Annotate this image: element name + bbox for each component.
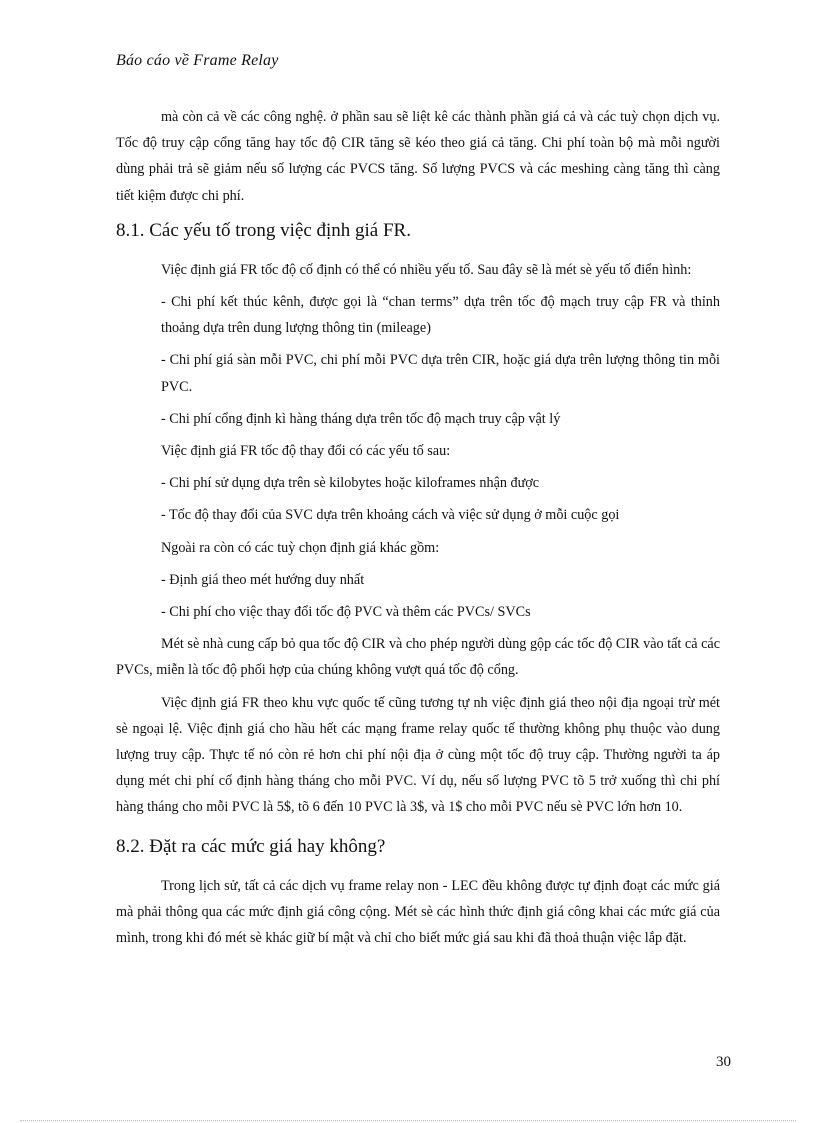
variable-pricing-item-1: - Chi phí sử dụng dựa trên sè kilobytes hoặc kiloframes nhận được	[161, 475, 540, 492]
variable-pricing-intro: Việc định giá FR tốc độ thay đổi có các yếu tố sau:	[161, 443, 451, 460]
intro-paragraph: mà còn cả về các công nghệ. ở phần sau sẽ liệt kê các thành phần giá cả và các tuỳ chọn dịch vụ. Tốc độ truy cập cổng tăng hay tốc độ CIR tăng sẽ kéo theo giá cả tăng. Chi phí toàn bộ mà mỗi người dùng phải trả sẽ giảm nếu số lượng các PVCS tăng. Số lượng PVCS và các meshing càng tăng thì càng tiết kiệm được chi phí.	[116, 109, 720, 204]
fixed-pricing-item-1: - Chi phí kết thúc kênh, được gọi là “chan terms” dựa trên tốc độ mạch truy cập FR và thỉnh thoảng dựa trên dung lượng thông tin (mileage)	[161, 294, 720, 337]
fixed-pricing-item-2: - Chi phí giá sàn mỗi PVC, chi phí mỗi PVC dựa trên CIR, hoặc giá dựa trên lượng thông tin mỗi PVC.	[161, 352, 720, 395]
fixed-pricing-intro: Việc định giá FR tốc độ cố định có thể có nhiều yếu tố. Sau đây sẽ là mét sè yếu tố điển hình:	[161, 261, 692, 278]
fixed-pricing-item-3: - Chi phí cổng định kì hàng tháng dựa trên tốc độ mạch truy cập vật lý	[161, 410, 561, 427]
cir-paragraph: Mét sè nhà cung cấp bỏ qua tốc độ CIR và cho phép người dùng gộp các tốc độ CIR vào tất cả các PVCs, miễn là tốc độ phối hợp của chúng không vượt quá tốc độ cổng.	[116, 636, 720, 679]
tariff-paragraph: Trong lịch sử, tất cả các dịch vụ frame relay non - LEC đều không được tự định đoạt các mức giá mà phải thông qua các mức định giá công cộng. Mét sè các hình thức định giá công khai các mức giá của mình, trong khi đó mét sè khác giữ bí mật và chỉ cho biết mức giá sau khi đã thoả thuận việc lắp đặt.	[116, 877, 720, 947]
section-heading-8-2: 8.2. Đặt ra các mức giá hay không?	[116, 835, 386, 857]
other-pricing-item-1: - Định giá theo mét hướng duy nhất	[161, 571, 365, 588]
section-heading-8-1: 8.1. Các yếu tố trong việc định giá FR.	[116, 219, 411, 241]
international-paragraph: Việc định giá FR theo khu vực quốc tế cũng tương tự nh việc định giá theo nội địa ngoại trừ mét sè ngoại lệ. Việc định giá cho hầu hết các mạng frame relay quốc tế thường không phụ thuộc vào dung lượng truy cập. Thực tế nó còn rẻ hơn chi phí nội địa ở cùng một tốc độ truy cập. Thường người ta áp dụng mét chi phí cố định hàng tháng cho mỗi PVC. Ví dụ, nếu số lượng PVC tõ 5 trở xuống thì chi phí hàng tháng cho mỗi PVC là 5$, tõ 6 đến 10 PVC là 3$, và 1$ cho mỗi PVC nếu sè PVC lớn hơn 10.	[116, 694, 720, 816]
other-pricing-intro: Ngoài ra còn có các tuỳ chọn định giá khác gồm:	[161, 539, 440, 556]
other-pricing-item-2: - Chi phí cho việc thay đổi tốc độ PVC và thêm các PVCs/ SVCs	[161, 604, 531, 621]
variable-pricing-item-2: - Tốc độ thay đổi của SVC dựa trên khoảng cách và việc sử dụng ở mỗi cuộc gọi	[161, 507, 620, 524]
footer-divider	[20, 1120, 796, 1121]
running-header: Báo cáo về Frame Relay	[116, 52, 279, 69]
page-number: 30	[716, 1054, 731, 1070]
page-body	[116, 104, 720, 951]
